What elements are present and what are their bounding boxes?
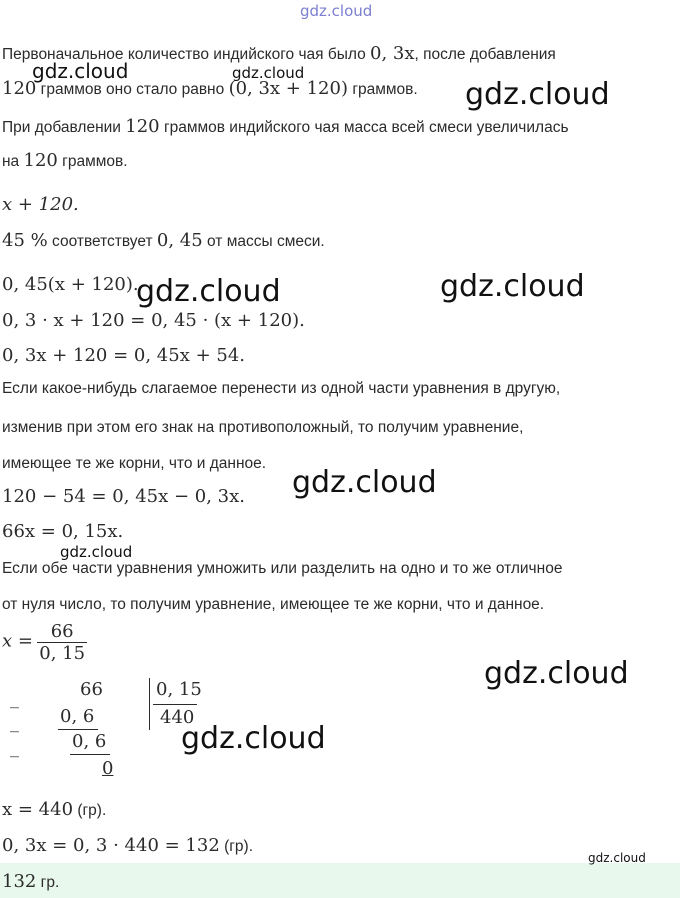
- math: (0, 3x + 120): [228, 78, 348, 99]
- equation: 0, 45(x + 120).: [2, 274, 139, 295]
- math: 120: [23, 150, 58, 171]
- equation: 120 − 54 = 0, 45x − 0, 3x.: [2, 486, 246, 507]
- text: Первоначальное количество индийского чая было: [2, 46, 366, 63]
- equation: 0, 3 · x + 120 = 0, 45 · (x + 120).: [2, 310, 305, 331]
- answer-value: 132: [2, 871, 37, 892]
- math: 45 %: [2, 230, 48, 251]
- rule-text: Если какое-нибудь слагаемое перенести из одной части уравнения в другую,: [2, 380, 561, 397]
- answer: [2, 872, 59, 893]
- text: граммов.: [62, 153, 128, 170]
- math: 120: [125, 116, 160, 137]
- watermark: gdz.cloud: [484, 656, 629, 691]
- watermark: gdz.cloud: [465, 77, 610, 112]
- math: x = 440: [2, 799, 74, 820]
- numerator: 66: [37, 621, 87, 643]
- paragraph-line: [2, 44, 556, 65]
- text: граммов.: [352, 81, 418, 98]
- math: 0, 45: [156, 230, 203, 251]
- equation: 0, 3x + 120 = 0, 45x + 54.: [2, 345, 246, 366]
- step-line: [58, 729, 98, 730]
- answer-highlight: [0, 863, 680, 898]
- remainder: 0: [102, 758, 114, 779]
- subtrahend: 0, 6: [72, 731, 107, 752]
- text: При добавлении: [2, 119, 121, 136]
- math: 0, 3x = 0, 3 · 440 = 132: [2, 835, 220, 856]
- minus-sign: _: [10, 737, 19, 758]
- equation: x + 120.: [2, 194, 79, 215]
- math: x =: [2, 630, 33, 652]
- rule-text: имеющее те же корни, что и данное.: [2, 455, 267, 472]
- paragraph-line: [2, 79, 418, 100]
- text: соответствует: [52, 233, 153, 250]
- minus-sign: _: [10, 712, 19, 733]
- math: 120: [2, 78, 37, 99]
- minus-sign: _: [10, 688, 19, 709]
- dividend: 66: [80, 679, 103, 700]
- rule-text: изменив при этом его знак на противоположный, то получим уравнение,: [2, 419, 524, 436]
- watermark: gdz.cloud: [32, 59, 129, 83]
- text: от массы смеси.: [207, 233, 325, 250]
- text: , после добавления: [414, 46, 556, 63]
- text: граммов индийского чая масса всей смеси увеличилась: [163, 119, 569, 136]
- subtrahend: 0, 6: [60, 706, 95, 727]
- paragraph-line: [2, 117, 569, 138]
- text: граммов оно стало равно: [40, 81, 225, 98]
- watermark: gdz.cloud: [60, 543, 133, 561]
- quotient: 440: [160, 707, 195, 728]
- result-line: [2, 800, 106, 821]
- text: на: [2, 153, 20, 170]
- watermark: gdz.cloud: [232, 64, 305, 82]
- watermark: gdz.cloud: [440, 269, 585, 304]
- divisor: 0, 15: [156, 679, 202, 700]
- denominator: 0, 15: [39, 643, 86, 664]
- math: 0, 3x: [370, 43, 415, 64]
- watermark: gdz.cloud: [588, 851, 646, 865]
- paragraph-line: [2, 151, 128, 172]
- quotient-line: [153, 704, 197, 705]
- text: (гр).: [77, 802, 107, 819]
- watermark: gdz.cloud: [292, 465, 437, 500]
- text: (гр).: [224, 838, 253, 855]
- fraction-equation: [2, 621, 87, 664]
- watermark: gdz.cloud: [181, 721, 326, 756]
- rule-text: от нуля число, то получим уравнение, имеющее те же корни, что и данное.: [2, 596, 545, 613]
- division-bar: [149, 678, 150, 730]
- watermark-top: gdz.cloud: [300, 2, 373, 20]
- paragraph-line: [2, 231, 325, 252]
- result-line: [2, 836, 253, 857]
- answer-unit: гр.: [40, 874, 60, 891]
- step-line: [70, 754, 110, 755]
- equation: 66x = 0, 15x.: [2, 521, 124, 542]
- rule-text: Если обе части уравнения умножить или разделить на одно и то же отличное: [2, 560, 563, 577]
- watermark: gdz.cloud: [136, 274, 281, 309]
- fraction: [37, 621, 87, 664]
